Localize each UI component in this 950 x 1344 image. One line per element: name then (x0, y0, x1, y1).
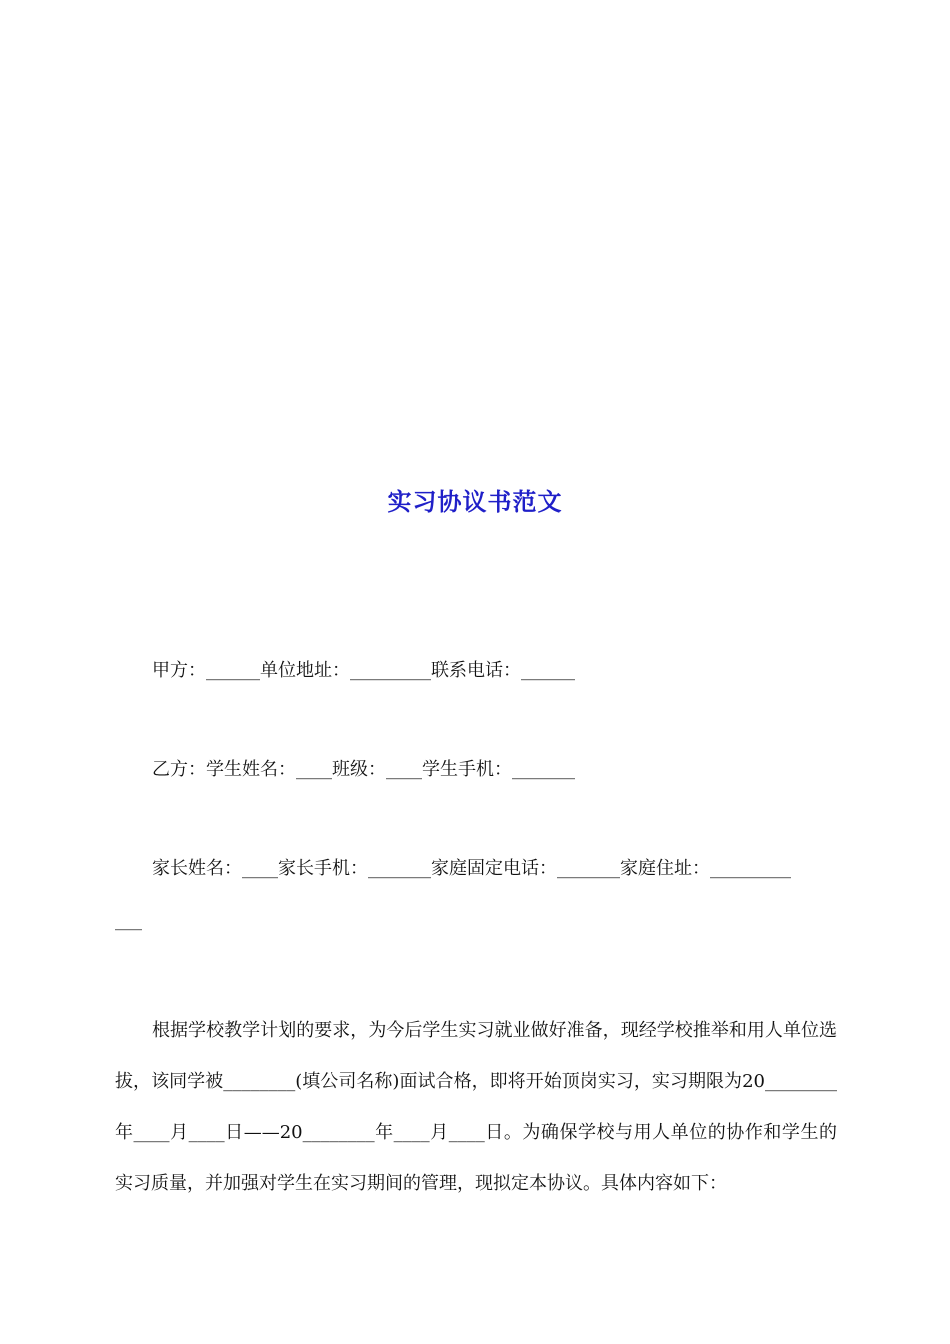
intro-paragraph: 根据学校教学计划的要求，为今后学生实习就业做好准备，现经学校推举和用人单位选拔，该同学被________(填公司名称)面试合格，即将开始顶岗实习，实习期限为20________年____月____日——20________年____月____日。为确保学校与用人单位的协作和学生的实习质量，并加强对学生在实习期间的管理，现拟定本协议。具体内容如下： (115, 1020, 837, 1194)
parent-info-line: 家长姓名：____家长手机：_______家庭固定电话：_______家庭住址：_________ (152, 858, 791, 879)
document-title: 实习协议书范文 (387, 487, 563, 516)
parent-info-line-continuation: ___ (115, 910, 142, 931)
party-a-line: 甲方：______单位地址：_________联系电话：______ (152, 660, 575, 681)
party-b-line: 乙方：学生姓名：____班级：____学生手机：_______ (152, 759, 575, 780)
